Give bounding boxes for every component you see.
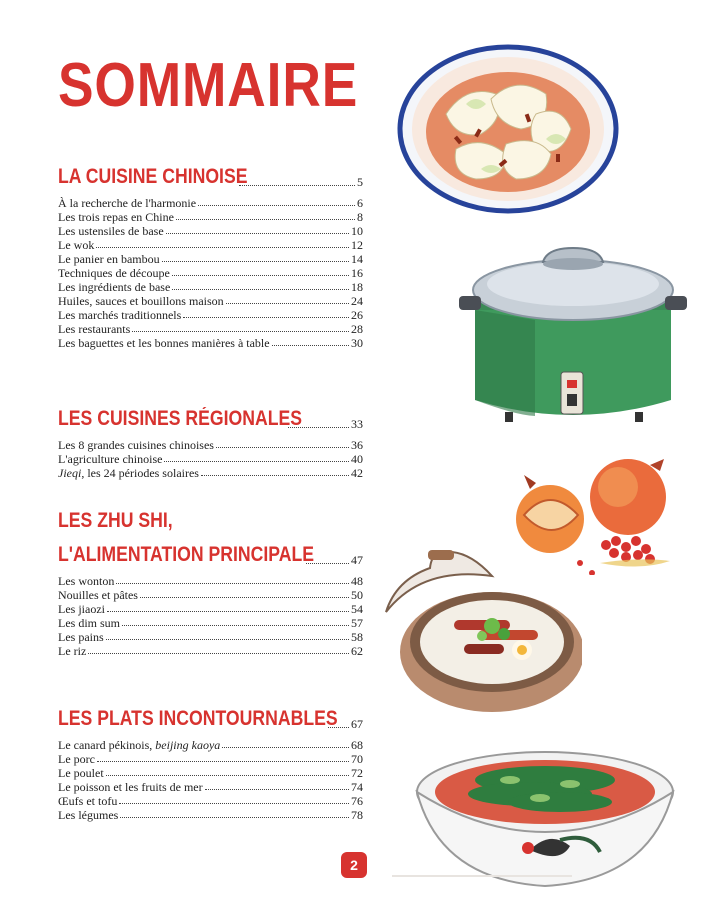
toc-section-la-cuisine-chinoise bbox=[58, 164, 363, 350]
toc-entry[interactable]: Les ingrédients de base 18 bbox=[58, 280, 363, 294]
toc-entry[interactable]: Le poisson et les fruits de mer 74 bbox=[58, 780, 363, 794]
toc-entry[interactable]: Les dim sum 57 bbox=[58, 616, 363, 630]
toc-entry[interactable]: Les trois repas en Chine 8 bbox=[58, 210, 363, 224]
section-page: 67 bbox=[351, 717, 363, 731]
section-heading[interactable] bbox=[58, 406, 363, 432]
toc-entry[interactable]: L'agriculture chinoise 40 bbox=[58, 452, 363, 466]
toc-entry[interactable]: Les ustensiles de base 10 bbox=[58, 224, 363, 238]
dot-leader bbox=[239, 185, 355, 186]
toc-section-les-zhu-shi bbox=[58, 508, 363, 658]
toc-entry[interactable]: Nouilles et pâtes 50 bbox=[58, 588, 363, 602]
page-number-badge: 2 bbox=[341, 852, 367, 878]
section-page: 5 bbox=[357, 175, 363, 189]
toc-entry[interactable]: Jieqi, les 24 périodes solaires 42 bbox=[58, 466, 363, 480]
toc-entry[interactable]: Le canard pékinois, beijing kaoya 68 bbox=[58, 738, 363, 752]
toc-entry[interactable]: Œufs et tofu 76 bbox=[58, 794, 363, 808]
section-title: LA CUISINE CHINOISE bbox=[58, 165, 248, 188]
section-heading[interactable] bbox=[58, 164, 363, 190]
section-page: 33 bbox=[351, 417, 363, 431]
entry-list bbox=[58, 738, 363, 822]
toc-entry[interactable]: Les wonton 48 bbox=[58, 574, 363, 588]
toc-entry[interactable]: Les jiaozi 54 bbox=[58, 602, 363, 616]
toc-entry[interactable]: À la recherche de l'harmonie 6 bbox=[58, 196, 363, 210]
toc-entry[interactable]: Les baguettes et les bonnes manières à table 30 bbox=[58, 336, 363, 350]
section-page: 47 bbox=[351, 553, 363, 567]
toc-entry[interactable]: Le poulet 72 bbox=[58, 766, 363, 780]
section-heading[interactable] bbox=[58, 706, 363, 732]
footer-rule bbox=[392, 875, 572, 877]
toc-entry[interactable]: Les marchés traditionnels 26 bbox=[58, 308, 363, 322]
entry-list bbox=[58, 438, 363, 480]
toc-entry[interactable]: Les pains 58 bbox=[58, 630, 363, 644]
toc-entry[interactable]: Les légumes 78 bbox=[58, 808, 363, 822]
toc-entry[interactable]: Le panier en bambou 14 bbox=[58, 252, 363, 266]
section-title: LES CUISINES RÉGIONALES bbox=[58, 407, 303, 430]
section-heading[interactable] bbox=[58, 542, 363, 568]
toc-entry[interactable]: Le riz 62 bbox=[58, 644, 363, 658]
toc-entry[interactable]: Huiles, sauces et bouillons maison 24 bbox=[58, 294, 363, 308]
page-title: SOMMAIRE bbox=[58, 51, 359, 120]
entry-list bbox=[58, 574, 363, 658]
toc-entry[interactable]: Les restaurants 28 bbox=[58, 322, 363, 336]
toc-entry[interactable]: Techniques de découpe 16 bbox=[58, 266, 363, 280]
entry-list bbox=[58, 196, 363, 350]
toc-entry[interactable]: Le wok 12 bbox=[58, 238, 363, 252]
rice-cooker-illustration bbox=[455, 240, 695, 430]
toc-section-les-plats-incontournables bbox=[58, 706, 363, 822]
section-title: LES PLATS INCONTOURNABLES bbox=[58, 707, 338, 730]
section-title-line1: LES ZHU SHI, bbox=[58, 509, 173, 532]
greens-bowl-illustration bbox=[410, 740, 680, 890]
cabbage-dish-illustration bbox=[396, 44, 620, 214]
toc-section-les-cuisines-regionales bbox=[58, 406, 363, 480]
clay-pot-rice-illustration bbox=[382, 546, 582, 716]
toc-entry[interactable]: Les 8 grandes cuisines chinoises 36 bbox=[58, 438, 363, 452]
toc-entry[interactable]: Le porc 70 bbox=[58, 752, 363, 766]
section-title: L'ALIMENTATION PRINCIPALE bbox=[58, 543, 315, 566]
